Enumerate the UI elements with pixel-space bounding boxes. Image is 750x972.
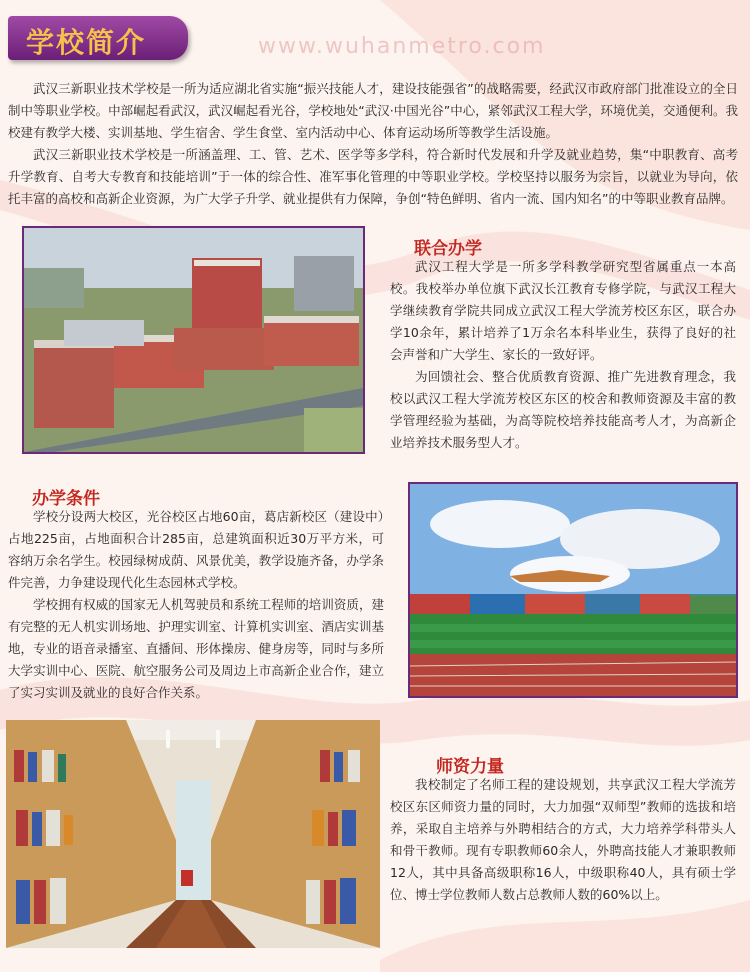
faculty-paragraph: 我校制定了名师工程的建设规划，共享武汉工程大学流芳校区东区师资力量的同时，大力加强“双师型”教师的选拔和培养，采取自主培养与外聘相结合的方式，大力培养学科带头人和骨干教师。现有专职教师60余人，外聘高技能人才兼职教师12人，其中具备高级职称16人，中级职称40人，具有硕士学位、博士学位教师人数占总教师人数的60%以上。 [390, 777, 736, 902]
faculty-heading: 师资力量 [436, 757, 504, 777]
watermark: www.wuhanmetro.com [258, 34, 546, 59]
facilities-paragraph-1: 学校分设两大校区，光谷校区占地60亩，葛店新校区（建设中）占地225亩，占地面积合计285亩，总建筑面积近30万平方米，可容纳万余名学生。校园绿树成荫、风景优美，教学设施齐备，办学条件完善，力争建设现代化生态园林式学校。 [8, 509, 384, 590]
intro-paragraph-1: 武汉三新职业技术学校是一所为适应湖北省实施“振兴技能人才，建设技能强省”的战略需要，经武汉市政府部门批准设立的全日制中等职业学校。中部崛起看武汉，武汉崛起看光谷，学校地处“武汉·中国光谷”中心，紧邻武汉工程大学，环境优美，交通便利。我校建有教学大楼、实训基地、学生宿舍、学生食堂、室内活动中心、体育运动场所等教学生活设施。 [8, 81, 738, 140]
facilities-paragraph-2: 学校拥有权威的国家无人机驾驶员和系统工程师的培训资质，建有完整的无人机实训场地、护理实训室、计算机实训室、酒店实训基地，专业的语音录播室、直播间、形体操房、健身房等，同时与多所大学实训中心、医院、航空服务公司及周边上市高新企业合作，建立了实习实训及就业的良好合作关系。 [8, 597, 384, 700]
library-photo [6, 720, 380, 948]
campus-aerial-photo [22, 226, 365, 454]
joint-paragraph-2: 为回馈社会、整合优质教育资源、推广先进教育理念，我校以武汉工程大学流芳校区东区的校舍和教师资源及丰富的教学管理经验为基础，为高等院校培养技能高考人才，为高新企业培养技术服务型人才。 [390, 369, 736, 450]
facilities-heading: 办学条件 [32, 489, 100, 509]
joint-education-heading: 联合办学 [414, 239, 482, 259]
section-title-tab [8, 16, 188, 60]
joint-paragraph-1: 武汉工程大学是一所多学科教学研究型省属重点一本高校。我校举办单位旗下武汉长江教育专修学院，与武汉工程大学继续教育学院共同成立武汉工程大学流芳校区东区，联合办学10余年，累计培养了1万余名本科毕业生，获得了良好的社会声誉和广大学生、家长的一致好评。 [390, 259, 736, 362]
sports-field-photo [408, 482, 738, 698]
page-title: 学校简介 [26, 26, 147, 59]
intro-paragraph-2: 武汉三新职业技术学校是一所涵盖理、工、管、艺术、医学等多学科，符合新时代发展和升学及就业趋势，集“中职教育、高考升学教育、自考大专教育和技能培训”于一体的综合性、准军事化管理的中等职业学校。学校坚持以服务为宗旨，以就业为导向，依托丰富的高校和高新企业资源，为广大学子升学、就业提供有力保障，争创“特色鲜明、省内一流、国内知名”的中等职业教育品牌。 [8, 147, 738, 206]
